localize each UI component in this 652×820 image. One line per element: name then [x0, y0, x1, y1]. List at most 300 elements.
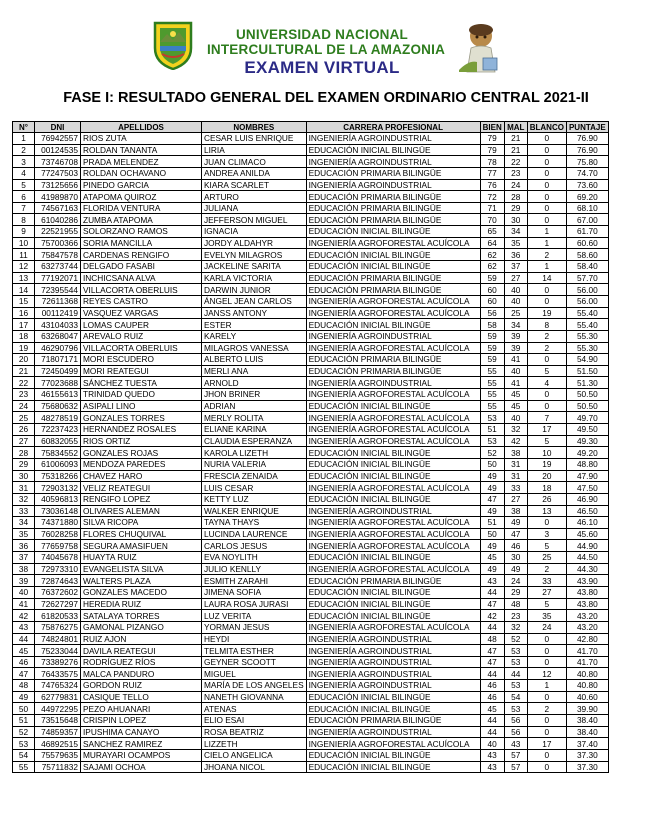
cell-apellidos: RIOS ORTIZ [81, 435, 202, 447]
cell-carrera: INGENIERÍA AGROFORESTAL ACUÍCOLA [306, 435, 480, 447]
cell-nombres: LUCINDA LAURENCE [202, 528, 307, 540]
cell-blanco: 33 [527, 575, 566, 587]
cell-blanco: 2 [527, 703, 566, 715]
cell-mal: 36 [504, 249, 527, 261]
cell-number: 28 [13, 447, 35, 459]
cell-puntaje: 75.80 [566, 156, 608, 168]
cell-carrera: EDUCACIÓN INICIAL BILINGÜE [306, 761, 480, 773]
cell-dni: 76433575 [35, 668, 81, 680]
cell-apellidos: PRADA MELENDEZ [81, 156, 202, 168]
table-row [13, 400, 609, 412]
cell-nombres: JULIANA [202, 202, 307, 214]
cell-nombres: MILAGROS VANESSA [202, 342, 307, 354]
cell-apellidos: AREVALO RUIZ [81, 330, 202, 342]
cell-blanco: 25 [527, 552, 566, 564]
cell-apellidos: RODRÍGUEZ RÍOS [81, 656, 202, 668]
cell-bien: 55 [480, 365, 504, 377]
cell-apellidos: MORI ESCUDERO [81, 354, 202, 366]
cell-dni: 73389276 [35, 656, 81, 668]
table-row [13, 668, 609, 680]
cell-puntaje: 58.40 [566, 261, 608, 273]
cell-bien: 47 [480, 598, 504, 610]
cell-number: 8 [13, 214, 35, 226]
cell-apellidos: PINEDO GARCIA [81, 179, 202, 191]
cell-blanco: 0 [527, 633, 566, 645]
cell-mal: 38 [504, 447, 527, 459]
cell-puntaje: 43.80 [566, 598, 608, 610]
cell-apellidos: WALTERS PLAZA [81, 575, 202, 587]
cell-nombres: KARELY [202, 330, 307, 342]
cell-mal: 27 [504, 493, 527, 505]
cell-dni: 74824801 [35, 633, 81, 645]
cell-blanco: 1 [527, 237, 566, 249]
cell-number: 46 [13, 656, 35, 668]
cell-puntaje: 40.80 [566, 668, 608, 680]
cell-nombres: CESAR LUIS ENRIQUE [202, 133, 307, 145]
cell-number: 36 [13, 540, 35, 552]
table-row [13, 319, 609, 331]
cell-bien: 59 [480, 330, 504, 342]
cell-puntaje: 55.40 [566, 319, 608, 331]
cell-puntaje: 61.70 [566, 226, 608, 238]
cell-dni: 73746708 [35, 156, 81, 168]
cell-carrera: EDUCACIÓN INICIAL BILINGÜE [306, 249, 480, 261]
cell-bien: 45 [480, 703, 504, 715]
cell-puntaje: 39.90 [566, 703, 608, 715]
cell-mal: 28 [504, 191, 527, 203]
table-row [13, 156, 609, 168]
cell-blanco: 0 [527, 284, 566, 296]
cell-nombres: ATENAS [202, 703, 307, 715]
cell-dni: 22521955 [35, 226, 81, 238]
cell-blanco: 27 [527, 586, 566, 598]
cell-nombres: IGNACIA [202, 226, 307, 238]
student-mascot-icon [455, 22, 501, 76]
cell-apellidos: RIOS ZUTA [81, 133, 202, 145]
cell-mal: 22 [504, 156, 527, 168]
cell-apellidos: MORI REATEGUI [81, 365, 202, 377]
cell-mal: 31 [504, 458, 527, 470]
cell-number: 34 [13, 517, 35, 529]
cell-apellidos: GONZALES ROJAS [81, 447, 202, 459]
cell-number: 17 [13, 319, 35, 331]
cell-blanco: 2 [527, 563, 566, 575]
cell-number: 37 [13, 552, 35, 564]
cell-dni: 75700366 [35, 237, 81, 249]
cell-dni: 61820533 [35, 610, 81, 622]
page-header [0, 0, 652, 80]
cell-nombres: CLAUDIA ESPERANZA [202, 435, 307, 447]
cell-blanco: 0 [527, 691, 566, 703]
cell-carrera: EDUCACIÓN INICIAL BILINGÜE [306, 552, 480, 564]
cell-dni: 76942557 [35, 133, 81, 145]
cell-mal: 25 [504, 307, 527, 319]
cell-nombres: EVELYN MILAGROS [202, 249, 307, 261]
table-row [13, 261, 609, 273]
cell-dni: 61040286 [35, 214, 81, 226]
cell-apellidos: VILLACORTA OBERLUIS [81, 342, 202, 354]
cell-carrera: INGENIERÍA AGROFORESTAL ACUÍCOLA [306, 424, 480, 436]
column-header-carrera: CARRERA PROFESIONAL [306, 122, 480, 133]
cell-apellidos: GONZALES MACEDO [81, 586, 202, 598]
cell-mal: 53 [504, 656, 527, 668]
cell-number: 1 [13, 133, 35, 145]
cell-puntaje: 43.20 [566, 621, 608, 633]
cell-puntaje: 60.60 [566, 237, 608, 249]
cell-apellidos: ATAPOMA QUIROZ [81, 191, 202, 203]
cell-dni: 73515648 [35, 715, 81, 727]
cell-apellidos: SANCHEZ RAMIREZ [81, 738, 202, 750]
cell-number: 16 [13, 307, 35, 319]
cell-blanco: 0 [527, 656, 566, 668]
cell-bien: 56 [480, 307, 504, 319]
cell-nombres: ELIO ESAI [202, 715, 307, 727]
cell-number: 2 [13, 144, 35, 156]
cell-number: 4 [13, 167, 35, 179]
table-row [13, 179, 609, 191]
cell-number: 33 [13, 505, 35, 517]
column-header-puntaje: PUNTAJE [566, 122, 608, 133]
cell-mal: 47 [504, 528, 527, 540]
cell-bien: 44 [480, 715, 504, 727]
cell-dni: 72237423 [35, 424, 81, 436]
cell-number: 10 [13, 237, 35, 249]
cell-puntaje: 38.40 [566, 715, 608, 727]
cell-nombres: KARLA VICTORIA [202, 272, 307, 284]
cell-nombres: TELMITA ESTHER [202, 645, 307, 657]
cell-carrera: EDUCACIÓN PRIMARIA BILINGÜE [306, 354, 480, 366]
cell-apellidos: RUIZ AJON [81, 633, 202, 645]
column-header-apellidos: APELLIDOS [81, 122, 202, 133]
cell-blanco: 19 [527, 458, 566, 470]
cell-carrera: EDUCACIÓN PRIMARIA BILINGÜE [306, 202, 480, 214]
cell-carrera: INGENIERÍA AGROFORESTAL ACUÍCOLA [306, 528, 480, 540]
cell-nombres: GEYNER SCOOTT [202, 656, 307, 668]
cell-number: 55 [13, 761, 35, 773]
cell-apellidos: SORIA MANCILLA [81, 237, 202, 249]
cell-number: 3 [13, 156, 35, 168]
table-row [13, 703, 609, 715]
cell-nombres: ESMITH ZARAHI [202, 575, 307, 587]
cell-carrera: EDUCACIÓN PRIMARIA BILINGÜE [306, 284, 480, 296]
cell-carrera: EDUCACIÓN PRIMARIA BILINGÜE [306, 214, 480, 226]
cell-nombres: JUAN CLIMACO [202, 156, 307, 168]
cell-carrera: EDUCACIÓN INICIAL BILINGÜE [306, 470, 480, 482]
cell-bien: 43 [480, 575, 504, 587]
cell-blanco: 1 [527, 680, 566, 692]
cell-number: 20 [13, 354, 35, 366]
cell-blanco: 0 [527, 214, 566, 226]
cell-mal: 49 [504, 517, 527, 529]
cell-apellidos: MURAYARI OCAMPOS [81, 749, 202, 761]
cell-number: 48 [13, 680, 35, 692]
cell-blanco: 14 [527, 272, 566, 284]
cell-puntaje: 50.50 [566, 400, 608, 412]
cell-mal: 29 [504, 586, 527, 598]
cell-carrera: EDUCACIÓN INICIAL BILINGÜE [306, 400, 480, 412]
table-row [13, 645, 609, 657]
cell-mal: 24 [504, 575, 527, 587]
cell-nombres: JHOANA NICOL [202, 761, 307, 773]
cell-mal: 41 [504, 377, 527, 389]
cell-puntaje: 49.50 [566, 424, 608, 436]
table-row [13, 715, 609, 727]
cell-dni: 73036148 [35, 505, 81, 517]
cell-bien: 58 [480, 319, 504, 331]
table-row [13, 144, 609, 156]
table-row [13, 295, 609, 307]
cell-blanco: 13 [527, 505, 566, 517]
cell-dni: 43104033 [35, 319, 81, 331]
cell-nombres: MIGUEL [202, 668, 307, 680]
cell-blanco: 4 [527, 377, 566, 389]
cell-apellidos: MALCA PANDURO [81, 668, 202, 680]
cell-dni: 72627297 [35, 598, 81, 610]
cell-nombres: CIELO ANGELICA [202, 749, 307, 761]
cell-blanco: 0 [527, 400, 566, 412]
cell-nombres: ARNOLD [202, 377, 307, 389]
cell-mal: 23 [504, 610, 527, 622]
cell-dni: 00124535 [35, 144, 81, 156]
cell-nombres: MERLI ANA [202, 365, 307, 377]
cell-dni: 74765324 [35, 680, 81, 692]
table-row [13, 482, 609, 494]
cell-puntaje: 76.90 [566, 144, 608, 156]
cell-puntaje: 45.60 [566, 528, 608, 540]
cell-blanco: 0 [527, 389, 566, 401]
cell-bien: 78 [480, 156, 504, 168]
cell-nombres: JIMENA SOFIA [202, 586, 307, 598]
cell-bien: 47 [480, 656, 504, 668]
cell-dni: 75876275 [35, 621, 81, 633]
table-row [13, 191, 609, 203]
table-row [13, 249, 609, 261]
university-name-line1: UNIVERSIDAD NACIONAL [235, 27, 408, 42]
cell-mal: 45 [504, 389, 527, 401]
cell-apellidos: CRISPIN LOPEZ [81, 715, 202, 727]
cell-dni: 75711832 [35, 761, 81, 773]
cell-apellidos: GORDON RUIZ [81, 680, 202, 692]
cell-dni: 48278519 [35, 412, 81, 424]
cell-blanco: 12 [527, 668, 566, 680]
cell-carrera: INGENIERÍA AGROINDUSTRIAL [306, 179, 480, 191]
table-row [13, 284, 609, 296]
cell-puntaje: 49.20 [566, 447, 608, 459]
cell-dni: 71807171 [35, 354, 81, 366]
cell-mal: 53 [504, 680, 527, 692]
cell-mal: 42 [504, 435, 527, 447]
cell-apellidos: SÁNCHEZ TUESTA [81, 377, 202, 389]
cell-dni: 73125656 [35, 179, 81, 191]
cell-carrera: INGENIERÍA AGROINDUSTRIAL [306, 633, 480, 645]
cell-apellidos: OLIVARES ALEMAN [81, 505, 202, 517]
cell-puntaje: 43.80 [566, 586, 608, 598]
table-row [13, 528, 609, 540]
cell-bien: 51 [480, 517, 504, 529]
cell-number: 32 [13, 493, 35, 505]
cell-nombres: MARÍA DE LOS ANGELES [202, 680, 307, 692]
cell-number: 27 [13, 435, 35, 447]
cell-bien: 76 [480, 179, 504, 191]
cell-apellidos: HUAYTA RUIZ [81, 552, 202, 564]
cell-bien: 44 [480, 586, 504, 598]
cell-apellidos: SILVA RICOPA [81, 517, 202, 529]
cell-dni: 74045678 [35, 552, 81, 564]
cell-carrera: INGENIERÍA AGROFORESTAL ACUÍCOLA [306, 412, 480, 424]
cell-puntaje: 54.90 [566, 354, 608, 366]
cell-blanco: 0 [527, 761, 566, 773]
cell-mal: 54 [504, 691, 527, 703]
cell-number: 54 [13, 749, 35, 761]
cell-puntaje: 46.50 [566, 505, 608, 517]
cell-nombres: ALBERTO LUIS [202, 354, 307, 366]
cell-bien: 49 [480, 505, 504, 517]
cell-number: 12 [13, 261, 35, 273]
table-row [13, 167, 609, 179]
cell-dni: 00112419 [35, 307, 81, 319]
cell-number: 52 [13, 726, 35, 738]
cell-blanco: 0 [527, 715, 566, 727]
cell-apellidos: REYES CASTRO [81, 295, 202, 307]
cell-bien: 49 [480, 540, 504, 552]
cell-blanco: 5 [527, 540, 566, 552]
cell-dni: 75847578 [35, 249, 81, 261]
cell-number: 50 [13, 703, 35, 715]
cell-blanco: 0 [527, 354, 566, 366]
cell-nombres: JORDY ALDAHYR [202, 237, 307, 249]
exam-title: EXAMEN VIRTUAL [244, 58, 400, 77]
table-row [13, 761, 609, 773]
cell-bien: 53 [480, 435, 504, 447]
cell-carrera: INGENIERÍA AGROFORESTAL ACUÍCOLA [306, 563, 480, 575]
cell-puntaje: 42.80 [566, 633, 608, 645]
cell-puntaje: 50.50 [566, 389, 608, 401]
cell-number: 25 [13, 412, 35, 424]
cell-puntaje: 40.60 [566, 691, 608, 703]
cell-mal: 39 [504, 342, 527, 354]
cell-dni: 72973310 [35, 563, 81, 575]
cell-carrera: INGENIERÍA AGROINDUSTRIAL [306, 330, 480, 342]
cell-dni: 40596813 [35, 493, 81, 505]
cell-mal: 30 [504, 214, 527, 226]
cell-apellidos: CHAVEZ HARO [81, 470, 202, 482]
cell-mal: 38 [504, 505, 527, 517]
cell-dni: 76372602 [35, 586, 81, 598]
cell-number: 24 [13, 400, 35, 412]
cell-apellidos: FLORES CHUQUIVAL [81, 528, 202, 540]
cell-number: 19 [13, 342, 35, 354]
cell-nombres: LUIS CESAR [202, 482, 307, 494]
cell-blanco: 0 [527, 144, 566, 156]
table-row [13, 133, 609, 145]
cell-bien: 50 [480, 458, 504, 470]
table-row [13, 354, 609, 366]
cell-puntaje: 43.90 [566, 575, 608, 587]
cell-bien: 45 [480, 552, 504, 564]
cell-carrera: EDUCACIÓN INICIAL BILINGÜE [306, 447, 480, 459]
cell-nombres: ESTER [202, 319, 307, 331]
cell-apellidos: TRINIDAD QUEDO [81, 389, 202, 401]
cell-dni: 75318266 [35, 470, 81, 482]
cell-mal: 31 [504, 470, 527, 482]
cell-carrera: INGENIERÍA AGROFORESTAL ACUÍCOLA [306, 540, 480, 552]
cell-bien: 52 [480, 447, 504, 459]
cell-nombres: YORMAN JESUS [202, 621, 307, 633]
table-row [13, 342, 609, 354]
table-row [13, 598, 609, 610]
cell-nombres: LAURA ROSA JURASI [202, 598, 307, 610]
cell-carrera: EDUCACIÓN PRIMARIA BILINGÜE [306, 715, 480, 727]
cell-nombres: JULIO KENLLY [202, 563, 307, 575]
cell-carrera: EDUCACIÓN INICIAL BILINGÜE [306, 610, 480, 622]
cell-mal: 35 [504, 237, 527, 249]
table-row [13, 493, 609, 505]
table-row [13, 412, 609, 424]
cell-nombres: WALKER ENRIQUE [202, 505, 307, 517]
cell-carrera: EDUCACIÓN INICIAL BILINGÜE [306, 261, 480, 273]
cell-apellidos: ROLDAN OCHAVANO [81, 167, 202, 179]
cell-puntaje: 38.40 [566, 726, 608, 738]
cell-puntaje: 37.30 [566, 749, 608, 761]
cell-dni: 72903132 [35, 482, 81, 494]
cell-blanco: 0 [527, 133, 566, 145]
cell-number: 41 [13, 598, 35, 610]
cell-dni: 75680632 [35, 400, 81, 412]
cell-blanco: 17 [527, 424, 566, 436]
cell-mal: 41 [504, 354, 527, 366]
cell-bien: 53 [480, 412, 504, 424]
cell-dni: 62779831 [35, 691, 81, 703]
cell-puntaje: 67.00 [566, 214, 608, 226]
cell-blanco: 0 [527, 156, 566, 168]
cell-apellidos: SATALAYA TORRES [81, 610, 202, 622]
table-row [13, 214, 609, 226]
table-row [13, 447, 609, 459]
cell-carrera: INGENIERÍA AGROFORESTAL ACUÍCOLA [306, 237, 480, 249]
cell-mal: 23 [504, 167, 527, 179]
cell-number: 21 [13, 365, 35, 377]
cell-number: 47 [13, 668, 35, 680]
cell-blanco: 26 [527, 493, 566, 505]
cell-number: 14 [13, 284, 35, 296]
cell-mal: 49 [504, 563, 527, 575]
cell-mal: 57 [504, 761, 527, 773]
cell-bien: 49 [480, 482, 504, 494]
cell-mal: 46 [504, 540, 527, 552]
cell-mal: 34 [504, 226, 527, 238]
cell-nombres: LUZ VERITA [202, 610, 307, 622]
cell-puntaje: 48.80 [566, 458, 608, 470]
cell-apellidos: ZUMBA ATAPOMA [81, 214, 202, 226]
cell-carrera: EDUCACIÓN INICIAL BILINGÜE [306, 458, 480, 470]
cell-mal: 24 [504, 179, 527, 191]
cell-apellidos: HERNANDEZ ROSALES [81, 424, 202, 436]
cell-nombres: KAROLA LIZETH [202, 447, 307, 459]
cell-apellidos: LOMAS CAUPER [81, 319, 202, 331]
cell-bien: 42 [480, 610, 504, 622]
cell-carrera: EDUCACIÓN PRIMARIA BILINGÜE [306, 272, 480, 284]
cell-puntaje: 46.10 [566, 517, 608, 529]
table-row [13, 738, 609, 750]
table-row [13, 586, 609, 598]
cell-apellidos: SEGURA AMASIFUEN [81, 540, 202, 552]
cell-bien: 72 [480, 191, 504, 203]
cell-number: 13 [13, 272, 35, 284]
cell-blanco: 0 [527, 202, 566, 214]
table-row [13, 424, 609, 436]
cell-apellidos: DELGADO FASABI [81, 261, 202, 273]
cell-carrera: EDUCACIÓN PRIMARIA BILINGÜE [306, 365, 480, 377]
